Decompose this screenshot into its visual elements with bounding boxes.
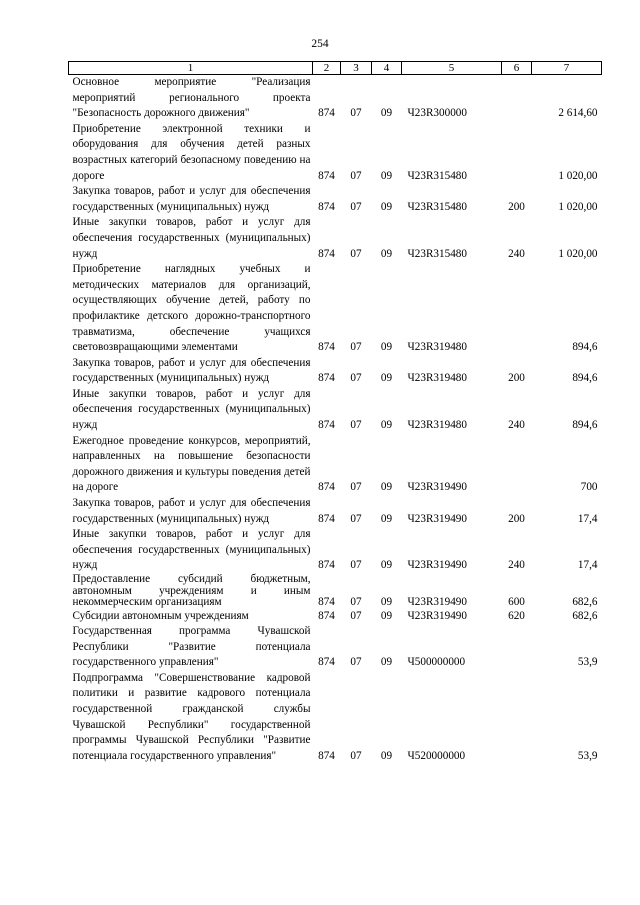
subsection-code-cell: 09: [380, 749, 393, 762]
subsection-code-cell: 09: [380, 107, 393, 120]
description-cell: Закупка товаров, работ и услуг для обеспечения государственных (муниципальных) нужд: [72, 497, 311, 525]
expense-type-cell: 240: [508, 559, 525, 572]
ministry-code-cell: 874: [318, 749, 335, 762]
ministry-code-cell: 874: [318, 341, 335, 354]
target-article-cell: Ч23R319480: [407, 341, 467, 354]
subsection-code-cell: 09: [380, 169, 393, 182]
header-col-4: 4: [372, 62, 402, 75]
target-article-cell: Ч23R315480: [407, 247, 467, 260]
table-row: [69, 609, 602, 625]
target-article-cell: Ч23R319490: [407, 512, 467, 525]
expense-type-cell: 240: [508, 419, 525, 432]
ministry-code-cell: 874: [318, 169, 335, 182]
amount-cell: 894,6: [572, 419, 598, 432]
header-col-5: 5: [402, 62, 502, 75]
table-row: [69, 527, 602, 574]
header-row: [69, 62, 602, 75]
table-row: [69, 122, 602, 184]
expense-type-cell: [502, 75, 532, 122]
section-code-cell: 07: [350, 596, 362, 608]
subsection-code-cell: 09: [380, 512, 393, 525]
header-col-7: 7: [532, 62, 602, 75]
description-cell: Предоставление субсидий бюджетным, автономным учреждениям и иным некоммерческим организациям: [72, 573, 311, 608]
amount-cell: 17,4: [577, 559, 598, 572]
expense-type-cell: 200: [508, 512, 525, 525]
subsection-code-cell: 09: [380, 656, 393, 669]
description-cell: Иные закупки товаров, работ и услуг для обеспечения государственных (муниципальных) нужд: [72, 528, 311, 572]
table-row: [69, 671, 602, 765]
section-code-cell: 07: [350, 749, 362, 762]
subsection-code-cell: 09: [380, 596, 393, 608]
description-cell: Закупка товаров, работ и услуг для обеспечения государственных (муниципальных) нужд: [72, 356, 311, 385]
amount-cell: 2 614,60: [558, 107, 598, 120]
amount-cell: 53,9: [577, 656, 598, 669]
section-code-cell: 07: [350, 419, 362, 432]
target-article-cell: Ч23R300000: [407, 107, 467, 120]
description-cell: Государственная программа Чувашской Республики "Развитие потенциала государственного управления": [72, 625, 311, 669]
ministry-code-cell: 874: [318, 247, 335, 260]
subsection-code-cell: 09: [380, 372, 393, 385]
target-article-cell: Ч23R319480: [407, 372, 467, 385]
section-code-cell: 07: [350, 656, 362, 669]
expense-type-cell: [502, 624, 532, 671]
expense-type-cell: 600: [508, 596, 525, 608]
target-article-cell: Ч23R319490: [407, 559, 467, 572]
table-body: [69, 75, 602, 765]
target-article-cell: Ч23R319490: [407, 481, 467, 494]
header-col-3: 3: [341, 62, 372, 75]
table-row: [69, 184, 602, 215]
budget-table: [68, 61, 602, 764]
target-article-cell: Ч520000000: [407, 749, 466, 762]
ministry-code-cell: 874: [318, 372, 335, 385]
header-col-2: 2: [313, 62, 341, 75]
amount-cell: 1 020,00: [558, 247, 598, 260]
section-code-cell: 07: [350, 247, 362, 260]
table-row: [69, 434, 602, 496]
expense-type-cell: 200: [508, 372, 525, 385]
amount-cell: 17,4: [577, 512, 598, 525]
page-number: 254: [311, 38, 329, 50]
header-col-6: 6: [502, 62, 532, 75]
description-cell: Ежегодное проведение конкурсов, мероприятий, направленных на повышение безопасности дорожного движения и культуры поведения детей на дороге: [72, 434, 311, 494]
ministry-code-cell: 874: [318, 596, 335, 608]
target-article-cell: Ч23R319480: [407, 419, 467, 432]
expense-type-cell: [502, 122, 532, 184]
amount-cell: 700: [580, 481, 598, 494]
section-code-cell: 07: [350, 341, 362, 354]
subsection-code-cell: 09: [380, 200, 393, 213]
description-cell: Основное мероприятие "Реализация мероприятий регионального проекта "Безопасность дорожного движения": [72, 76, 311, 120]
ministry-code-cell: 874: [318, 107, 335, 120]
description-cell: Иные закупки товаров, работ и услуг для обеспечения государственных (муниципальных) нужд: [72, 216, 311, 260]
table-row: [69, 262, 602, 356]
section-code-cell: 07: [350, 559, 362, 572]
expense-type-cell: 240: [508, 247, 525, 260]
amount-cell: 1 020,00: [558, 169, 598, 182]
subsection-code-cell: 09: [380, 559, 393, 572]
expense-type-cell: 620: [508, 609, 525, 622]
description-cell: Подпрограмма "Совершенствование кадровой политики и развитие кадрового потенциала государственной гражданской службы Чувашской Республики" государственной программы Чувашской Республики "Развитие потенциала государственного управления": [72, 671, 311, 762]
description-cell: Субсидии автономным учреждениям: [72, 609, 249, 622]
subsection-code-cell: 09: [380, 247, 393, 260]
table-row: [69, 215, 602, 262]
amount-cell: 682,6: [572, 609, 598, 622]
section-code-cell: 07: [350, 200, 362, 213]
ministry-code-cell: 874: [318, 481, 335, 494]
section-code-cell: 07: [350, 107, 362, 120]
section-code-cell: 07: [350, 512, 362, 525]
description-cell: Приобретение электронной техники и оборудования для обучения детей разных возрастных категорий безопасному поведению на дороге: [72, 122, 311, 182]
subsection-code-cell: 09: [380, 609, 393, 622]
table-row: [69, 387, 602, 434]
expense-type-cell: [502, 671, 532, 765]
description-cell: Приобретение наглядных учебных и методических материалов для организаций, осуществляющих обучение детей, работу по профилактике детского дорожно-транспортного травматизма, обеспечение учащихся световозвращающими элементами: [72, 263, 311, 354]
table-row: [69, 75, 602, 122]
amount-cell: 894,6: [572, 372, 598, 385]
amount-cell: 1 020,00: [558, 200, 598, 213]
table-row: [69, 624, 602, 671]
section-code-cell: 07: [350, 481, 362, 494]
expense-type-cell: [502, 262, 532, 356]
section-code-cell: 07: [350, 372, 362, 385]
table-header: [69, 62, 602, 75]
ministry-code-cell: 874: [318, 512, 335, 525]
subsection-code-cell: 09: [380, 419, 393, 432]
ministry-code-cell: 874: [318, 200, 335, 213]
amount-cell: 53,9: [577, 749, 598, 762]
target-article-cell: Ч23R315480: [407, 169, 467, 182]
expense-type-cell: [502, 434, 532, 496]
table-row: [69, 496, 602, 527]
table-row: [69, 356, 602, 387]
header-col-1: 1: [69, 62, 313, 75]
target-article-cell: Ч23R319490: [407, 596, 467, 608]
subsection-code-cell: 09: [380, 481, 393, 494]
amount-cell: 894,6: [572, 341, 598, 354]
ministry-code-cell: 874: [318, 656, 335, 669]
ministry-code-cell: 874: [318, 419, 335, 432]
amount-cell: 682,6: [572, 596, 598, 608]
section-code-cell: 07: [350, 609, 362, 622]
ministry-code-cell: 874: [318, 559, 335, 572]
section-code-cell: 07: [350, 169, 362, 182]
expense-type-cell: 200: [508, 200, 525, 213]
target-article-cell: Ч23R319490: [407, 609, 467, 622]
table-row: [69, 574, 602, 609]
description-cell: Иные закупки товаров, работ и услуг для обеспечения государственных (муниципальных) нужд: [72, 387, 311, 432]
description-cell: Закупка товаров, работ и услуг для обеспечения государственных (муниципальных) нужд: [72, 185, 311, 213]
subsection-code-cell: 09: [380, 341, 393, 354]
target-article-cell: Ч500000000: [407, 656, 466, 669]
target-article-cell: Ч23R315480: [407, 200, 467, 213]
ministry-code-cell: 874: [318, 609, 335, 622]
